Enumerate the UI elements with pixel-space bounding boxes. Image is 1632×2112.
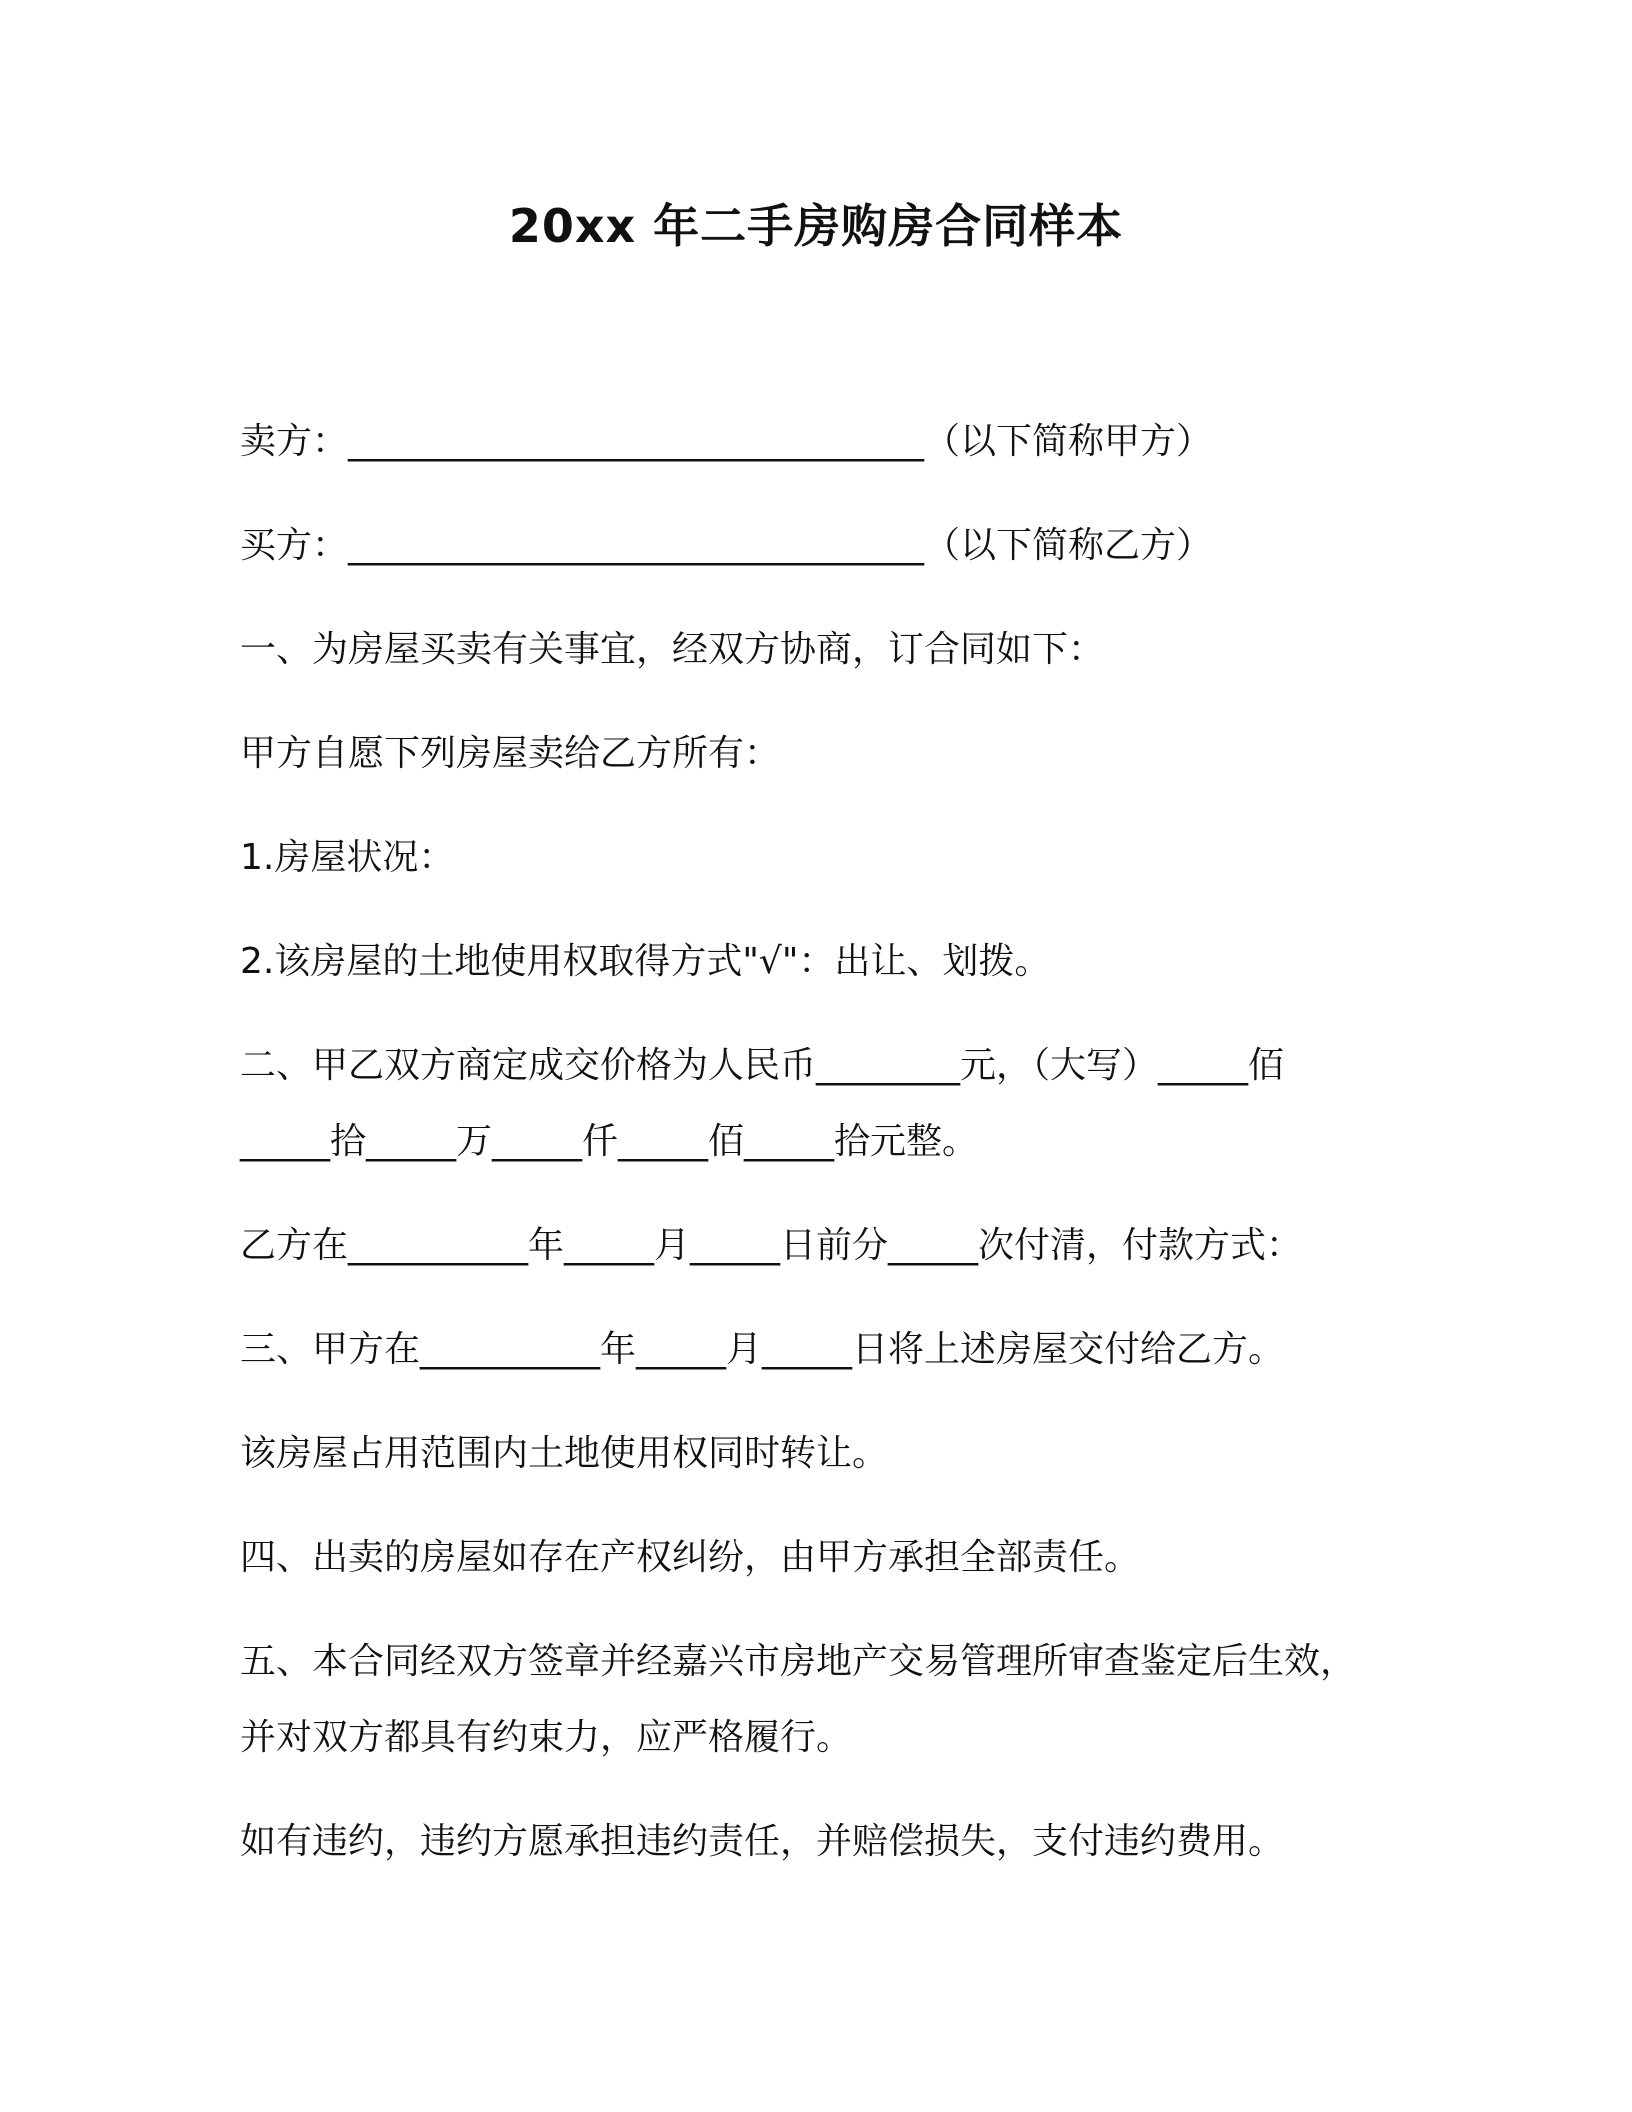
clause-1-text: 甲方自愿下列房屋卖给乙方所有： [240, 733, 781, 774]
clause-2-price-continued: _____拾_____万_____仟_____佰_____拾元整。 [240, 1121, 979, 1162]
buyer-line: 买方：________________________________（以下简称乙方） [240, 525, 1213, 566]
clause-5-continued: 并对双方都具有约束力，应严格履行。 [240, 1717, 853, 1758]
breach-terms: 如有违约，违约方愿承担违约责任，并赔偿损失，支付违约费用。 [240, 1821, 1285, 1862]
seller-line: 卖方：________________________________（以下简称甲方） [240, 421, 1213, 462]
clause-2-price: 二、甲乙双方商定成交价格为人民币________元，（大写）_____佰 [240, 1045, 1285, 1086]
land-use-transfer: 该房屋占用范围内土地使用权同时转让。 [240, 1433, 889, 1474]
clause-4-dispute: 四、出卖的房屋如存在产权纠纷，由甲方承担全部责任。 [240, 1537, 1141, 1578]
clause-5-effective: 五、本合同经双方签章并经嘉兴市房地产交易管理所审查鉴定后生效， [240, 1641, 1357, 1682]
item-1-house-status: 1.房屋状况： [240, 837, 455, 878]
item-2-land-use-right: 2.该房屋的土地使用权取得方式"√"：出让、划拨。 [240, 941, 1051, 982]
clause-3-delivery: 三、甲方在__________年_____月_____日将上述房屋交付给乙方。 [240, 1329, 1285, 1370]
payment-terms: 乙方在__________年_____月_____日前分_____次付清，付款方式： [240, 1225, 1303, 1266]
clause-1-heading: 一、为房屋买卖有关事宜，经双方协商，订合同如下： [240, 629, 1105, 670]
document-title: 20xx 年二手房购房合同样本 [508, 199, 1124, 253]
